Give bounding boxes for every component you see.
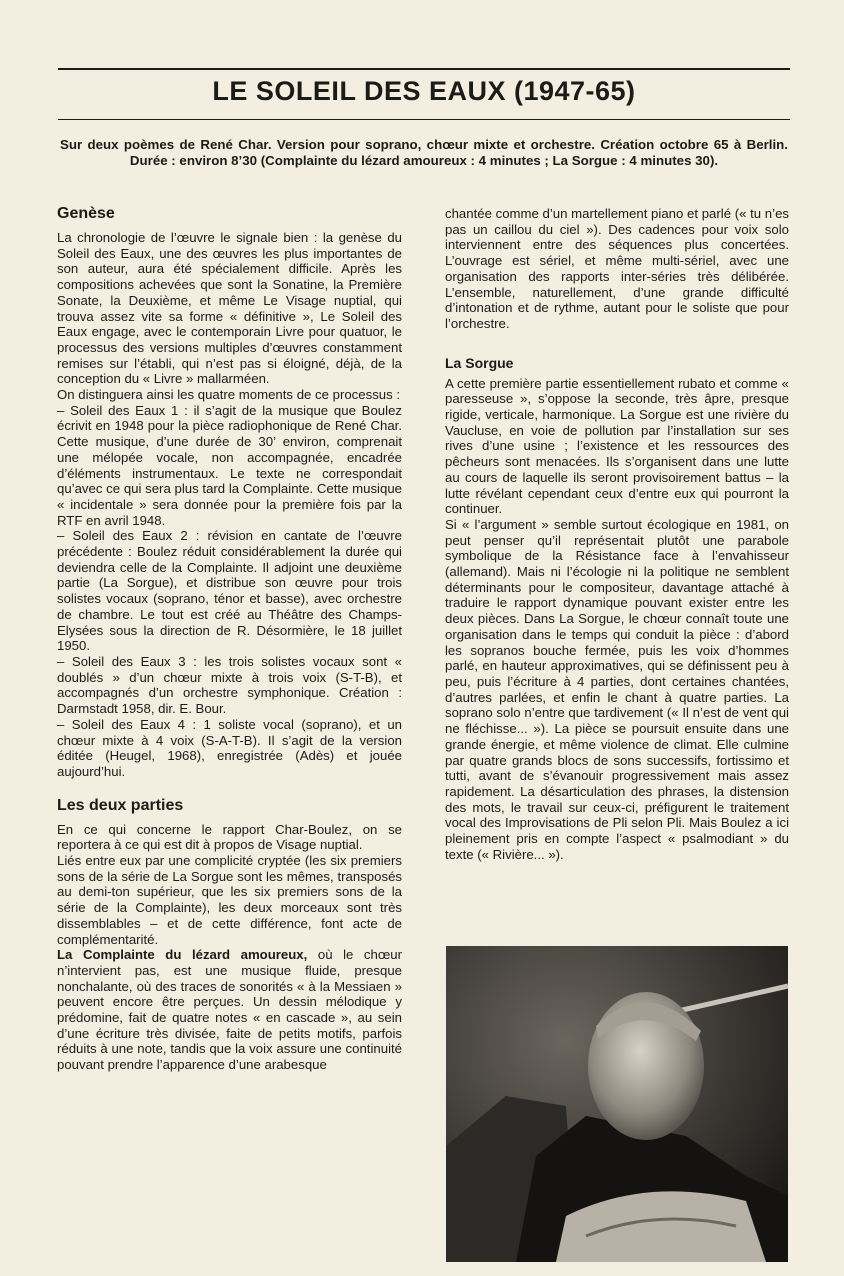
paragraph: On distinguera ainsi les quatre moments de ce processus : (57, 387, 401, 403)
paragraph (57, 947, 402, 1073)
paragraph: A cette première partie essentiellement rubato et comme « paresseuse », s’oppose la seconde, très âpre, presque rigide, verticale, harmonique. La Sorgue est une rivière du Vaucluse, en voie de pollution par l’installation sur ses rives d’une usine ; l’existence et les ressources des pêcheurs sont menacées. Ils s’organisent dans une lutte au cours de laquelle ils seront provisoirement battus – la lutte révélant cependant ceux d’entre eux qui pourront la continuer. (445, 375, 789, 517)
page-title: LE SOLEIL DES EAUX (1947-65) (212, 76, 636, 106)
portrait-illustration (446, 946, 788, 1262)
top-rule (58, 68, 790, 70)
paragraph-text: où le chœur n’intervient pas, est une musique fluide, presque nonchalante, où des traces de sonorités « à la Messiaen » peuvent encore être perçues. Un dessin mélodique y prédomine, fait de quatre notes « en cascade », au sein d’une écriture très divisée, faite de petits motifs, parfois réduits à une note, tandis que la voix assure une continuité pouvant prendre l’apparence d’une arabesque (57, 947, 402, 1073)
paragraph: – Soleil des Eaux 2 : révision en cantate de l’œuvre précédente : Boulez réduit considérablement la durée qui deviendra celle de la Complainte. Il adjoint une deuxième partie (La Sorgue), et distribue son œuvre pour trois solistes vocaux (soprano, ténor et basse), avec orchestre de chambre. Le tout est créé au Théâtre des Champs-Elysées sous la direction de R. Désormière, le 18 juillet 1950. (57, 528, 402, 654)
heading-genese: Genèse (57, 205, 115, 222)
paragraph: – Soleil des Eaux 3 : les trois solistes vocaux sont « doublés » d’un chœur mixte à trois voix (S-T-B), et accompagnés d’un orchestre symphonique. Création : Darmstadt 1958, dir. E. Bour. (57, 653, 402, 717)
paragraph: En ce qui concerne le rapport Char-Boulez, on se reportera à ce qui est dit à propos de Visage nuptial. (57, 821, 402, 853)
heading-la-sorgue: La Sorgue (445, 354, 514, 371)
paragraph: chantée comme d’un martellement piano et parlé (« tu n’es pas un caillou du ciel »). Des cadences pour voix solo interviennent entre des séquences plus concertées. L’ouvrage est sériel, et même multi-sériel, avec une organisation des rapports inter-séries très délibérée. L’ensemble, naturellement, d’une grande difficulté d’intonation et de rythme, autant pour le soliste que pour l’orchestre. (445, 206, 789, 331)
portrait-photo (446, 946, 788, 1262)
title-rule (58, 119, 790, 120)
paragraph: Si « l’argument » semble surtout écologique en 1981, on peut penser qu’il représentait plutôt une parabole symbolique de la Résistance face à l’envahisseur (allemand). Mais ni l’écologie ni la politique ne semblent déterminants pour le compositeur, davantage attaché à traduire le rapport dynamique pouvant exister entre les deux pièces. Dans La Sorgue, le chœur connaît toute une organisation dans le temps qui conduit la pièce : d’abord les sopranos bouche fermée, puis les voix d’hommes parlé, en hauteur approximatives, qui se définissent peu à peu, puis l’écriture à 4 parties, dont certaines chantées, d’autres parlées, et enfin le chant à quatre parties. La soprano solo n’entre que tardivement (« Il n’est de vent qui ne fléchisse... »). La pièce se poursuit ensuite dans une grande énergie, et même violence de climat. Elle culmine par quatre grands blocs de sons successifs, fortissimo et tutti, avant de s’évanouir progressivement mais assez rapidement. La désarticulation des phrases, la distension des mots, le travail sur ceux-ci, préfigurent le traitement vocal des Improvisations de Pli selon Pli. Mais Boulez a ici pleinement pris en compte l’aspect « psalmodiant » du texte (« Rivière... »). (445, 516, 789, 862)
paragraph: – Soleil des Eaux 4 : 1 soliste vocal (soprano), et un chœur mixte à 4 voix (S-A-T-B). Il s’agit de la version éditée (Heugel, 1968), enregistrée (Adès) et jouée aujourd’hui. (57, 716, 402, 779)
paragraph: – Soleil des Eaux 1 : il s’agit de la musique que Boulez écrivit en 1948 pour la pièce radiophonique de René Char. Cette musique, d’une durée de 30’ environ, comprenait une mélopée vocale, non accompagnée, encadrée d’éléments instrumentaux. Le texte ne correspondait qu’avec ce qui sera plus tard la Complainte. Cette musique « incidentale » sera donnée pour la première fois par la RTF en avril 1948. (57, 402, 402, 528)
heading-deux-parties: Les deux parties (57, 796, 184, 814)
paragraph: Liés entre eux par une complicité cryptée (les six premiers sons de la série de La Sorgue sont les mêmes, transposés au demi-ton supérieur, que les six premiers sons de la série de la Complainte), les deux morceaux sont très dissemblables – et de cette différence, font acte de complémentarité. (57, 853, 402, 947)
complainte-title: La Complainte du lézard amoureux, (57, 947, 308, 963)
right-column (445, 206, 789, 862)
left-column (57, 204, 402, 1073)
paragraph: La chronologie de l’œuvre le signale bien : la genèse du Soleil des Eaux, une des œuvres les plus importantes de son auteur, aura été spécialement difficile. Après les compositions achevées que sont la Sonatine, la Première Sonate, la Deuxième, et même Le Visage nuptial, qui trouva assez vite sa forme « définitive », Le Soleil des Eaux engage, avec le contemporain Livre pour quatuor, le processus des versions multiples d’œuvres constamment remises sur l’établi, qui n’est pas si éloigné, déjà, de la conception du « Livre » mallarméen. (57, 230, 402, 387)
work-summary: Sur deux poèmes de René Char. Version pour soprano, chœur mixte et orchestre. Création octobre 65 à Berlin. Durée : environ 8’30 (Complainte du lézard amoureux : 4 minutes ; La Sorgue : 4 minutes 30). (60, 137, 788, 168)
